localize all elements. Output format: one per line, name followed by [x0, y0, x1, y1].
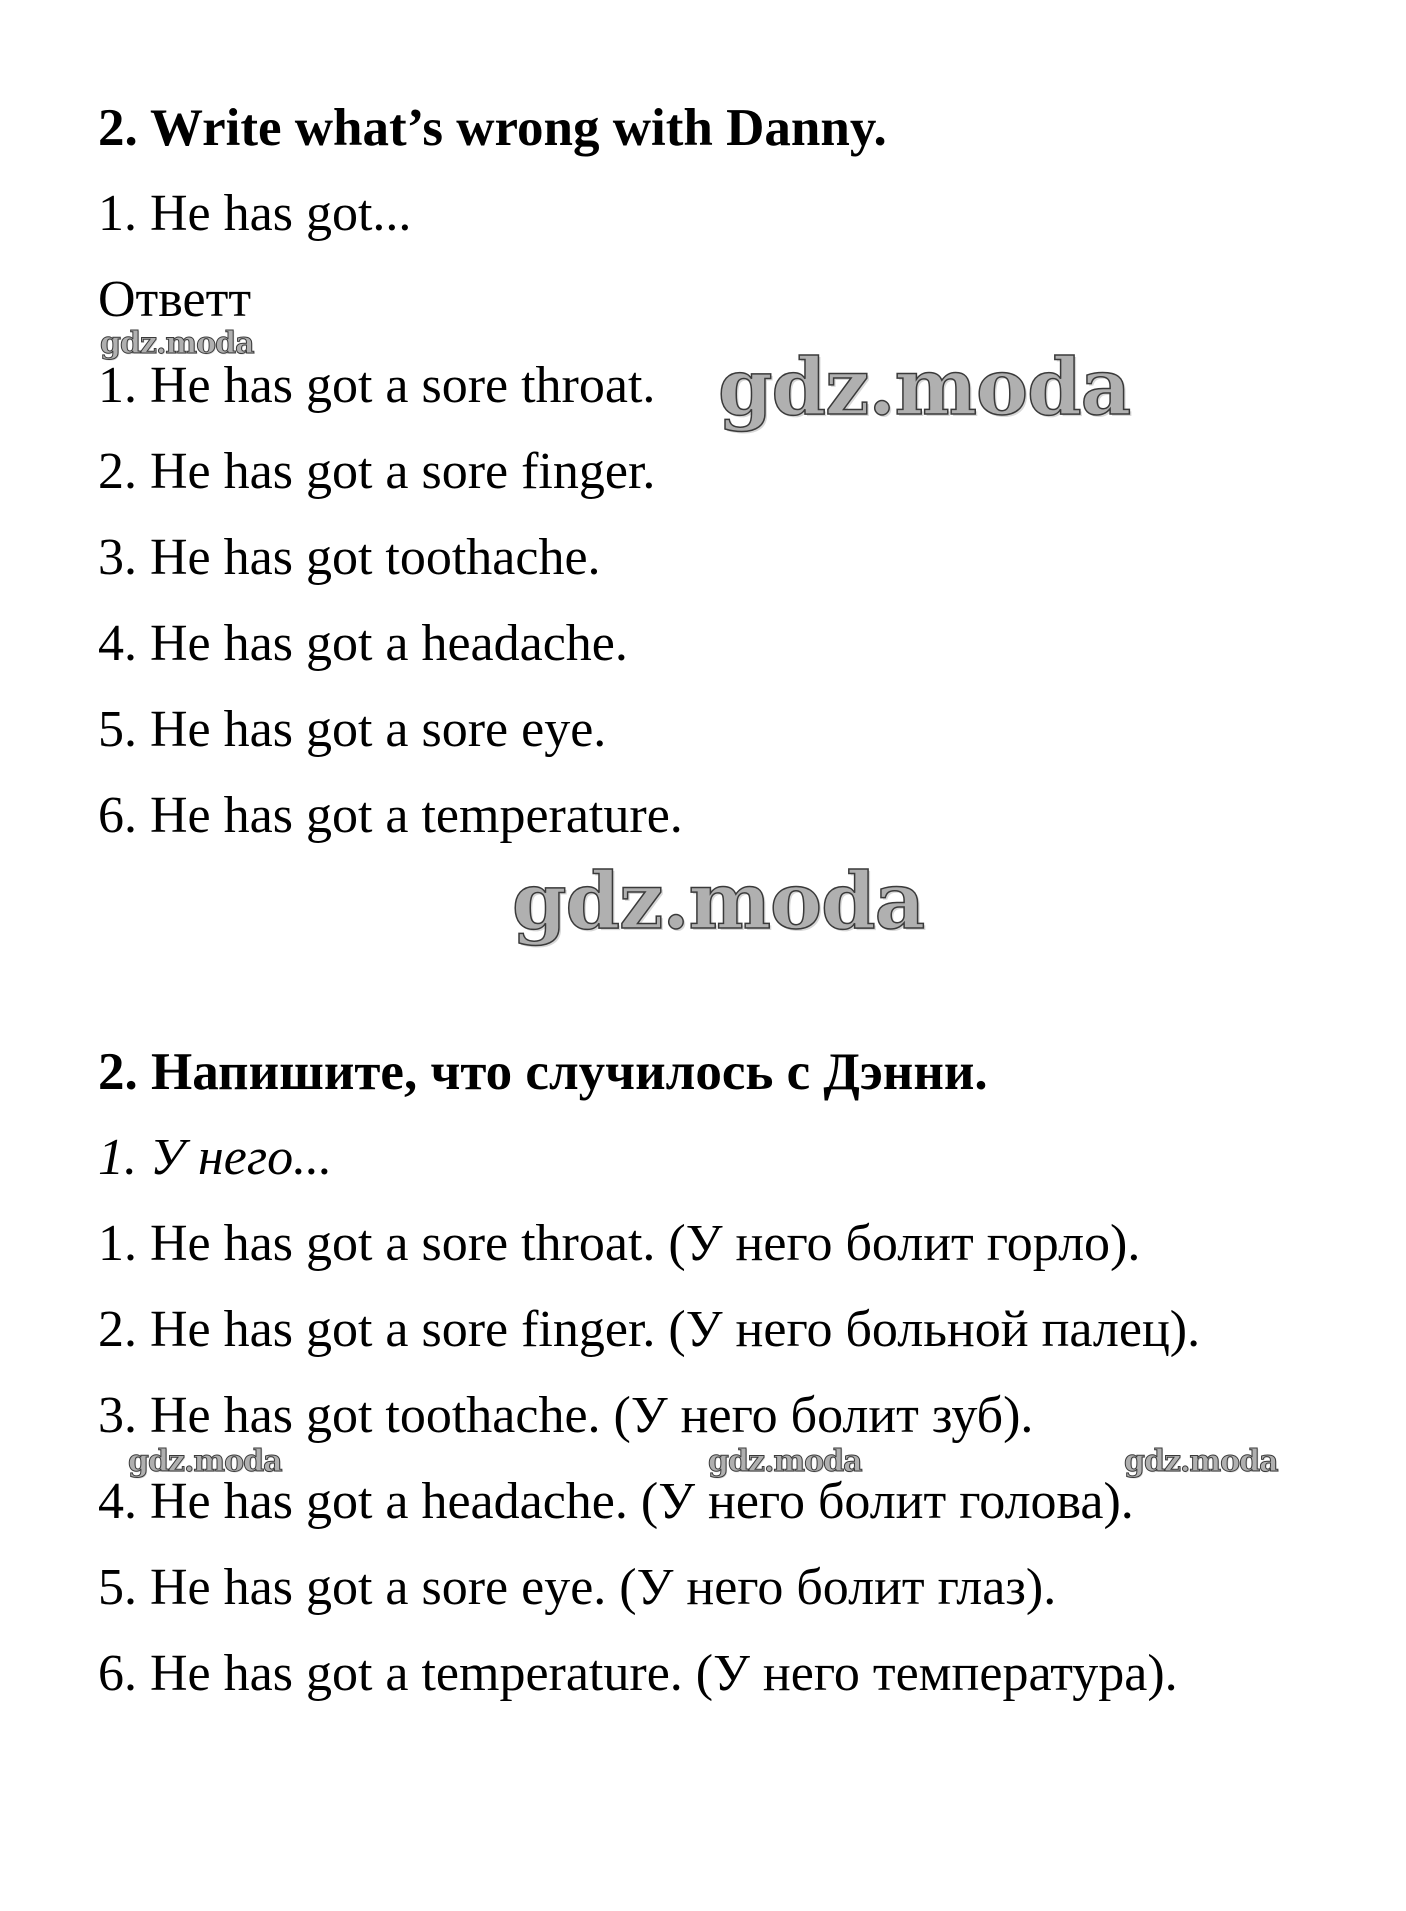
translated-answer-line: 3. He has got toothache. (У него болит зуб). [98, 1387, 1034, 1444]
answer-line: 5. He has got a sore eye. [98, 701, 607, 758]
watermark: gdz.moda [708, 1444, 862, 1479]
exercise-prompt-russian: 1. У него... [98, 1129, 333, 1186]
watermark: gdz.moda [128, 1444, 282, 1479]
translated-answer-line: 6. He has got a temperature. (У него температура). [98, 1645, 1178, 1702]
exercise-title-russian: 2. Напишите, что случилось с Дэнни. [98, 1043, 988, 1101]
answer-line: 3. He has got toothache. [98, 529, 601, 586]
translated-answer-line: 4. He has got a headache. (У него болит голова). [98, 1473, 1134, 1530]
answer-label: Ответт [98, 271, 252, 328]
answer-line: 6. He has got a temperature. [98, 787, 683, 844]
watermark: gdz.moda [1124, 1444, 1278, 1479]
watermark: gdz.moda [100, 326, 254, 361]
translated-answer-line: 5. He has got a sore eye. (У него болит глаз). [98, 1559, 1057, 1616]
exercise-title-english: 2. Write what’s wrong with Danny. [98, 99, 887, 157]
watermark: gdz.moda [512, 856, 925, 947]
answer-line: 1. He has got a sore throat. [98, 357, 656, 414]
translated-answer-line: 1. He has got a sore throat. (У него болит горло). [98, 1215, 1141, 1272]
answer-line: 4. He has got a headache. [98, 615, 628, 672]
exercise-prompt-english: 1. He has got... [98, 185, 412, 242]
watermark: gdz.moda [718, 342, 1131, 433]
answer-line: 2. He has got a sore finger. [98, 443, 656, 500]
translated-answer-line: 2. He has got a sore finger. (У него больной палец). [98, 1301, 1201, 1358]
